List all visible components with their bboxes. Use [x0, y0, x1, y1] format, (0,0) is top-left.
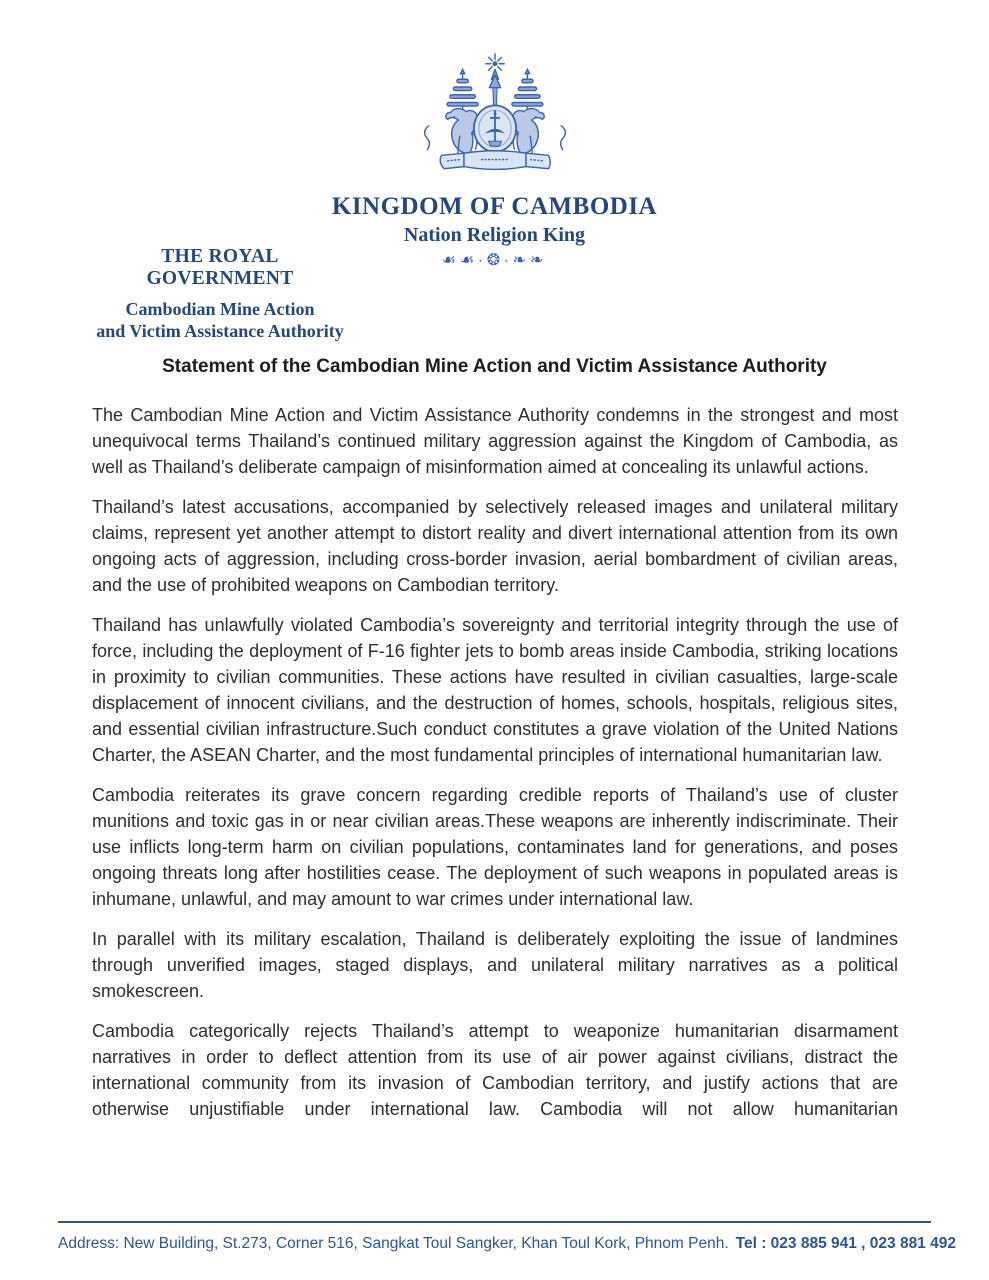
footer-telephone: Tel : 023 885 941 , 023 881 492 — [735, 1235, 956, 1252]
letterhead — [0, 0, 989, 340]
khmer-ornament-divider: ☙☙∙❂∙❧❧ — [441, 252, 548, 269]
royal-government-label: THE ROYAL GOVERNMENT — [146, 246, 294, 289]
issuing-authority-block — [86, 246, 354, 342]
paragraph-5: In parallel with its military escalation, Thailand is deliberately exploiting the issue of landmines through unverified images, staged displays, and unilateral military narratives as a political smokescreen. — [92, 929, 898, 1001]
statement-title: Statement of the Cambodian Mine Action and Victim Assistance Authority — [162, 356, 827, 377]
authority-name-line1: Cambodian Mine Action — [125, 299, 315, 319]
kingdom-title: KINGDOM OF CAMBODIA — [331, 193, 658, 220]
paragraph-3: Thailand has unlawfully violated Cambodia’s sovereignty and territorial integrity through the use of force, including the deployment of F-16 fighter jets to bomb areas inside Cambodia, striking locations in proximity to civilian communities. These actions have resulted in civilian casualties, large-scale displacement of innocent civilians, and the destruction of homes, schools, hospitals, religious sites, and essential civilian infrastructure.Such conduct constitutes a grave violation of the United Nations Charter, the ASEAN Charter, and the most fundamental principles of international humanitarian law. — [92, 615, 898, 765]
footer-address: Address: New Building, St.273, Corner 516, Sangkat Toul Sangker, Khan Toul Kork, Phnom Penh. — [58, 1235, 729, 1252]
letter-footer — [58, 1221, 956, 1253]
paragraph-2: Thailand’s latest accusations, accompanied by selectively released images and unilateral military claims, represent yet another attempt to distort reality and divert international attention from its own ongoing acts of aggression, including cross-border invasion, aerial bombardment of civilian areas, and the use of prohibited weapons on Cambodian territory. — [92, 497, 898, 595]
paragraph-6: Cambodia categorically rejects Thailand’s attempt to weaponize humanitarian disarmament narratives in order to deflect attention from its use of air power against civilians, distract the international community from its invasion of Cambodian territory, and justify actions that are otherwise unjustifiable under international law. Cambodia will not allow humanitarian — [92, 1021, 898, 1119]
royal-arms-of-cambodia-icon — [417, 50, 572, 186]
paragraph-1: The Cambodian Mine Action and Victim Assistance Authority condemns in the strongest and most unequivocal terms Thailand’s continued military aggression against the Kingdom of Cambodia, as well as Thailand’s deliberate campaign of misinformation aimed at concealing its unlawful actions. — [92, 405, 898, 477]
paragraph-4: Cambodia reiterates its grave concern regarding credible reports of Thailand’s use of cluster munitions and toxic gas in or near civilian areas.These weapons are inherently indiscriminate. Their use inflicts long-term harm on civilian populations, contaminates land for generations, and poses ongoing threats long after hostilities cease. The deployment of such weapons in populated areas is inhumane, unlawful, and may amount to war crimes under international law. — [92, 785, 898, 909]
statement-body — [0, 402, 989, 1122]
authority-name-line2: and Victim Assistance Authority — [96, 321, 344, 341]
national-motto: Nation Religion King — [403, 224, 586, 246]
